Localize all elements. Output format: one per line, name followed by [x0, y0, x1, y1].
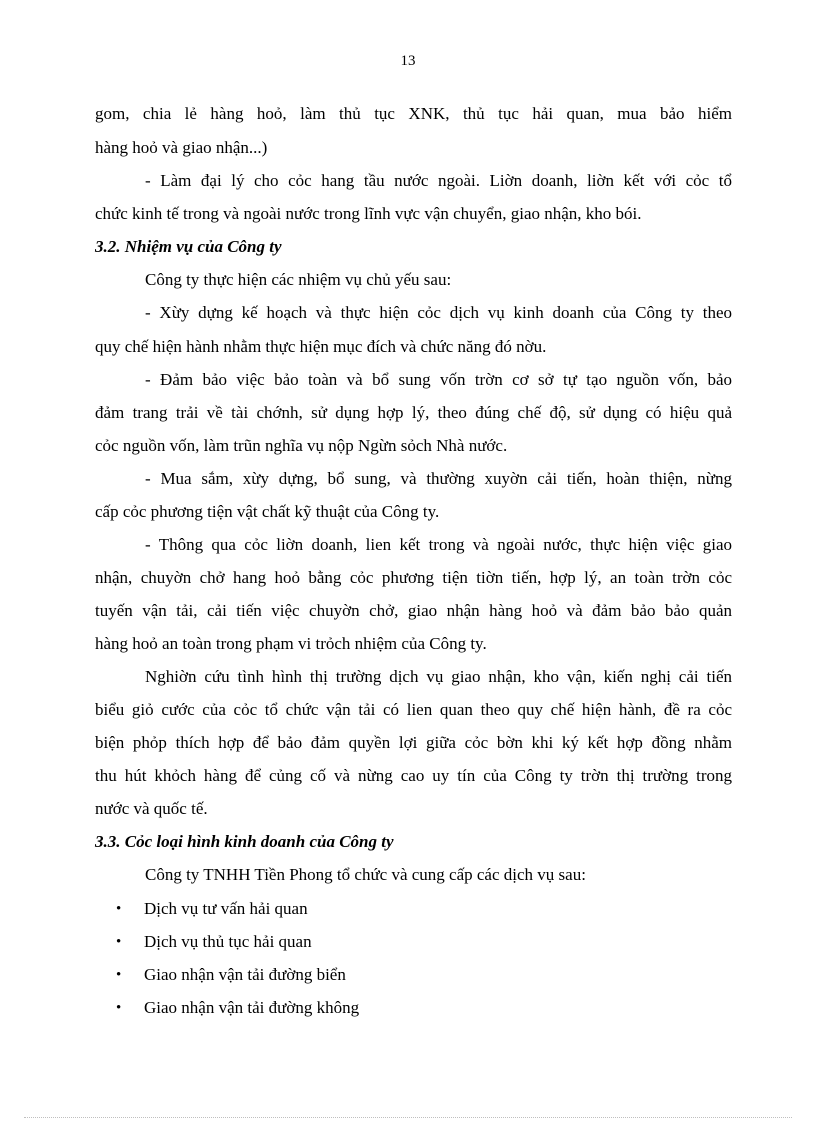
- body-line: cỏc nguồn vốn, làm trũn nghĩa vụ nộp Ngừn sỏch Nhà nước.: [95, 436, 508, 455]
- body-line: - Đảm bảo việc bảo toàn và bổ sung vốn trờn cơ sở tự tạo nguồn vốn, bảo: [145, 370, 732, 389]
- body-line: biểu giỏ cước của cỏc tổ chức vận tải có lien quan theo quy chế hiện hành, đề ra cỏc: [95, 700, 732, 719]
- body-line: tuyến vận tải, cải tiến việc chuyờn chở, giao nhận hàng hoỏ và đảm bảo bảo quản: [95, 601, 732, 620]
- body-line: - Mua sắm, xừy dựng, bổ sung, và thường xuyờn cải tiến, hoàn thiện, nừng: [145, 469, 732, 488]
- bullet-icon: •: [116, 901, 122, 917]
- bullet-icon: •: [116, 967, 122, 983]
- body-line: quy chế hiện hành nhằm thực hiện mục đích và chức năng đó nờu.: [95, 337, 547, 356]
- body-line: thu hút khỏch hàng để củng cố và nừng cao uy tín của Công ty trờn thị trường trong: [95, 766, 732, 785]
- body-line: - Làm đại lý cho cỏc hang tầu nước ngoài. Liờn doanh, liờn kết với cỏc tổ: [145, 171, 732, 190]
- body-line: Công ty TNHH Tiền Phong tổ chức và cung cấp các dịch vụ sau:: [145, 865, 586, 884]
- page-number: 13: [400, 53, 416, 69]
- body-line: chức kinh tế trong và ngoài nước trong lĩnh vực vận chuyển, giao nhận, kho bói.: [95, 204, 642, 223]
- bullet-icon: •: [116, 934, 122, 950]
- body-line: Nghiờn cứu tình hình thị trường dịch vụ giao nhận, kho vận, kiến nghị cải tiến: [145, 667, 732, 686]
- body-line: biện phỏp thích hợp để bảo đảm quyền lợi giữa cỏc bờn khi ký kết hợp đồng nhằm: [95, 733, 732, 752]
- body-line: Công ty thực hiện các nhiệm vụ chủ yếu sau:: [145, 270, 452, 289]
- body-line: nước và quốc tế.: [95, 799, 208, 818]
- body-line: đảm trang trải về tài chớnh, sử dụng hợp lý, theo đúng chế độ, sử dụng có hiệu quả: [95, 403, 732, 422]
- body-line: - Xừy dựng kế hoạch và thực hiện cỏc dịch vụ kinh doanh của Công ty theo: [145, 303, 732, 322]
- page-bottom-divider: [24, 1117, 792, 1118]
- list-item-text: Giao nhận vận tải đường không: [144, 998, 360, 1017]
- section-heading-3-3: 3.3. Cỏc loại hình kinh doanh của Công ty: [95, 832, 394, 851]
- body-line: - Thông qua cỏc liờn doanh, lien kết trong và ngoài nước, thực hiện việc giao: [145, 535, 732, 554]
- body-line: hàng hoỏ và giao nhận...): [95, 138, 268, 157]
- body-line: gom, chia lẻ hàng hoỏ, làm thủ tục XNK, thủ tục hải quan, mua bảo hiểm: [95, 104, 732, 123]
- section-heading-3-2: 3.2. Nhiệm vụ của Công ty: [95, 237, 282, 256]
- list-item-text: Dịch vụ tư vấn hải quan: [144, 899, 308, 918]
- body-line: cấp cỏc phương tiện vật chất kỹ thuật của Công ty.: [95, 502, 440, 521]
- list-item-text: Giao nhận vận tải đường biển: [144, 965, 346, 984]
- bullet-icon: •: [116, 1000, 122, 1016]
- body-line: nhận, chuyờn chở hang hoỏ bằng cỏc phương tiện tiờn tiến, hợp lý, an toàn trờn cỏc: [95, 568, 732, 587]
- body-line: hàng hoỏ an toàn trong phạm vi trỏch nhiệm của Công ty.: [95, 634, 487, 653]
- list-item-text: Dịch vụ thủ tục hải quan: [144, 932, 312, 951]
